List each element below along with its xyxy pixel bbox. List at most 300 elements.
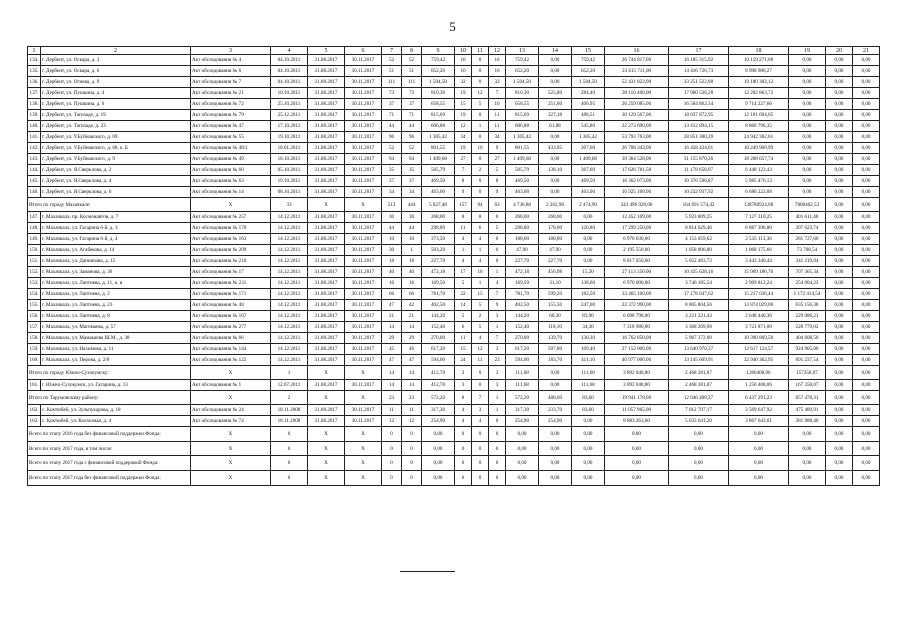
table-cell: 24 [455, 355, 472, 366]
table-cell: 4 [472, 416, 489, 427]
table-row [28, 311, 880, 322]
table-cell: 594,00 [422, 355, 455, 366]
table-cell: 31.08.2017 [308, 267, 345, 278]
table-cell: 0 [455, 456, 472, 471]
table-cell: 0 [271, 442, 308, 456]
table-cell: 0,00 [826, 405, 853, 416]
table-cell: 31.08.2017 [308, 132, 345, 143]
table-cell: 572,20 [506, 391, 539, 405]
table-cell: 247,00 [572, 300, 605, 311]
table-cell: 0 [489, 245, 506, 256]
table-cell: 31.08.2017 [308, 245, 345, 256]
subtotal-label: Всего по этапу 2016 года без финансовой поддержки Фонда: [28, 427, 191, 442]
table-cell: 30 [382, 245, 402, 256]
table-cell: 19 [455, 143, 472, 154]
table-row [28, 322, 880, 333]
table-cell: 268,00 [422, 212, 455, 223]
table-cell: 254 004,23 [789, 278, 826, 289]
table-row [28, 344, 880, 355]
table-cell: X [308, 391, 345, 405]
table-cell: 10 [489, 99, 506, 110]
table-cell: 4 [472, 333, 489, 344]
table-cell: 5 [489, 165, 506, 176]
table-cell: 0,00 [853, 355, 880, 366]
table-cell: 30.11.2017 [345, 212, 382, 223]
table-cell: 0,00 [729, 471, 789, 486]
table-cell: 1 [472, 278, 489, 289]
address-cell: г. Махачкала, ул. Заманова, д. 36 [41, 267, 191, 278]
table-cell: 149. [28, 234, 41, 245]
document-cell: Акт обследования № 48 [191, 300, 271, 311]
column-number: 16 [605, 47, 669, 55]
table-cell: 0,00 [826, 99, 853, 110]
column-number: 6 [345, 47, 382, 55]
table-cell: 04.10.2011 [271, 77, 308, 88]
table-cell: 1 [489, 267, 506, 278]
table-cell: 19 941 178,00 [605, 391, 669, 405]
table-cell: 30.11.2017 [345, 311, 382, 322]
table-cell: 05.10.2011 [271, 165, 308, 176]
table-cell: 35 [382, 165, 402, 176]
table-cell: 31.08.2017 [308, 289, 345, 300]
table-cell: 163. [28, 416, 41, 427]
table-cell: 11 178 658,07 [669, 165, 729, 176]
document-cell: Акт обследования № 72 [191, 99, 271, 110]
table-cell: 1 409,68 [422, 154, 455, 165]
table-cell: 1 409,68 [572, 154, 605, 165]
table-cell: 0,00 [826, 66, 853, 77]
table-cell: 1 305,42 [422, 132, 455, 143]
table-cell: 83,90 [572, 311, 605, 322]
document-cell: Акт обследования № 60 [191, 165, 271, 176]
subtotal-row [28, 427, 880, 442]
table-row [28, 187, 880, 198]
table-cell: 73 [382, 88, 402, 99]
table-cell: 0,00 [826, 187, 853, 198]
table-cell: 0 [271, 456, 308, 471]
table-cell: 144,20 [506, 311, 539, 322]
table-cell: 30.11.2017 [345, 223, 382, 234]
table-cell: 34 [489, 132, 506, 143]
table-cell: 0,00 [826, 212, 853, 223]
table-cell: 0,00 [853, 121, 880, 132]
table-cell: 0 [489, 212, 506, 223]
table-cell: 0,00 [853, 366, 880, 380]
table-cell: 1 504,50 [506, 77, 539, 88]
table-cell: 14.12.2011 [271, 245, 308, 256]
table-cell: 1 [489, 322, 506, 333]
table-cell: 0,00 [826, 256, 853, 267]
table-cell: 10 [472, 143, 489, 154]
table-cell: 147. [28, 212, 41, 223]
table-cell: 30.11.2017 [345, 267, 382, 278]
address-cell: г. Махачкала, ул. Лаптиева, д. 2 [41, 289, 191, 300]
table-cell: 18 208 657,74 [729, 154, 789, 165]
column-number: 21 [853, 47, 880, 55]
table-cell: 4 [455, 234, 472, 245]
table-cell: 0 [489, 456, 506, 471]
table-cell: 0,00 [826, 311, 853, 322]
table-cell: 31,10 [539, 278, 572, 289]
table-cell: 0,00 [826, 366, 853, 380]
table-cell: 130,30 [572, 333, 605, 344]
subtotal-row [28, 366, 880, 380]
table-cell: 04.10.2011 [271, 66, 308, 77]
table-cell: 30.11.2017 [345, 289, 382, 300]
table-cell: 0,00 [539, 456, 572, 471]
column-number: 2 [41, 47, 191, 55]
table-cell: 0,00 [605, 456, 669, 471]
table-cell: 412,70 [422, 366, 455, 380]
table-cell: 39 364 528,00 [605, 154, 669, 165]
table-cell: X [308, 427, 345, 442]
table-cell: 18.01.2011 [271, 143, 308, 154]
table-cell: 12 [455, 121, 472, 132]
table-row [28, 234, 880, 245]
table-cell: 367,60 [572, 143, 605, 154]
table-cell: 157358,07 [789, 366, 826, 380]
address-cell: г. Дербент, ул. Я.Сверклова, д. 4 [41, 176, 191, 187]
table-cell: 14 [382, 322, 402, 333]
table-cell: 0,00 [539, 176, 572, 187]
table-cell: 21 [402, 311, 422, 322]
table-cell: 14.12.2011 [271, 278, 308, 289]
document-cell: Акт обследования № 209 [191, 245, 271, 256]
table-cell: 8 805 804,56 [669, 300, 729, 311]
table-cell: 30.11.2017 [345, 234, 382, 245]
table-cell: X [191, 456, 271, 471]
table-cell: 635 156,38 [789, 300, 826, 311]
table-cell: 4 736,88 [506, 198, 539, 212]
table-cell: 140. [28, 121, 41, 132]
table-cell: 507,80 [539, 344, 572, 355]
table-cell: 2 [271, 391, 308, 405]
table-cell: 0,00 [789, 456, 826, 471]
table-cell: 12 [402, 416, 422, 427]
table-cell: 146. [28, 187, 41, 198]
table-cell: 27 [489, 154, 506, 165]
table-cell: 19 [455, 110, 472, 121]
table-cell: 1 305,42 [572, 132, 605, 143]
table-cell: 8 [472, 212, 489, 223]
table-cell: 525,80 [539, 88, 572, 99]
table-cell: 16 [472, 267, 489, 278]
table-cell: 469,50 [506, 176, 539, 187]
table-cell: 0,00 [789, 88, 826, 99]
table-cell: 141. [28, 132, 41, 143]
table-cell: 1 068 175,66 [729, 245, 789, 256]
table-cell: 14 416 726,73 [669, 66, 729, 77]
table-cell: 268,00 [506, 212, 539, 223]
table-cell: 0,00 [789, 110, 826, 121]
table-cell: 1 [271, 366, 308, 380]
table-cell: 17 178 647,62 [669, 289, 729, 300]
table-cell: 4 153 059,62 [669, 234, 729, 245]
table-cell: 0,00 [539, 187, 572, 198]
table-cell: 0 [472, 55, 489, 66]
table-cell: 30.11.2017 [345, 77, 382, 88]
table-cell: 1 305,42 [506, 132, 539, 143]
table-cell: 148. [28, 223, 41, 234]
table-cell: 1 058 806,80 [669, 245, 729, 256]
table-cell: 138. [28, 99, 41, 110]
table-cell: 0 [489, 256, 506, 267]
subtotal-label: Всего по этапу 2017 года с финансовой поддержкой Фонда: [28, 456, 191, 471]
table-cell: 17 900 536,28 [669, 88, 729, 99]
table-row [28, 154, 880, 165]
table-cell: 34 [382, 187, 402, 198]
table-cell: 1 [455, 245, 472, 256]
table-cell: 0,00 [729, 442, 789, 456]
table-cell: X [191, 391, 271, 405]
table-cell: 404 608,50 [789, 333, 826, 344]
table-cell: 26 708 343,00 [605, 143, 669, 154]
table-cell: 1 256 408,06 [729, 380, 789, 391]
table-row [28, 165, 880, 176]
table-cell: 0 [271, 471, 308, 486]
table-cell: 0,00 [539, 77, 572, 88]
table-cell: 156. [28, 311, 41, 322]
table-cell: 30 [382, 212, 402, 223]
table-cell: 857 478,31 [789, 391, 826, 405]
table-cell: X [308, 198, 345, 212]
table-cell: 73 708,54 [789, 245, 826, 256]
table-cell: 14.12.2011 [271, 300, 308, 311]
table-cell: 22 372 990,00 [605, 300, 669, 311]
table-row [28, 278, 880, 289]
table-cell: 14 [402, 380, 422, 391]
table-cell: X [345, 366, 382, 380]
table-cell: 617,20 [506, 344, 539, 355]
table-cell: 463,00 [422, 187, 455, 198]
subtotal-label: Итого по Тарумовскому району: [28, 391, 191, 405]
table-cell: 0 [402, 427, 422, 442]
table-cell: 31.08.2017 [308, 110, 345, 121]
address-cell: г. Махачкала, ул. Лаптиева, д. 11, к. в [41, 278, 191, 289]
table-cell: X [191, 442, 271, 456]
table-cell: 29 [402, 333, 422, 344]
table-cell: 12 101 694,05 [729, 110, 789, 121]
page-number: 5 [449, 19, 456, 34]
table-cell: 1266408,06 [729, 366, 789, 380]
table-cell: 8 [455, 176, 472, 187]
table-cell: 136. [28, 77, 41, 88]
table-cell: 10.10.2011 [271, 88, 308, 99]
table-cell: 5 [472, 322, 489, 333]
table-cell: 138780924,08 [729, 198, 789, 212]
table-cell: 3 368 269,98 [669, 322, 729, 333]
table-cell: 31.08.2017 [308, 154, 345, 165]
table-cell: 7 [455, 165, 472, 176]
table-cell: 254,90 [422, 416, 455, 427]
table-cell: 0,00 [789, 132, 826, 143]
table-cell: 0 [472, 366, 489, 380]
table-cell: 150. [28, 245, 41, 256]
table-cell: 14 [382, 380, 402, 391]
table-cell: 22 273 690,00 [605, 121, 669, 132]
table-cell: 30.11.2017 [345, 132, 382, 143]
table-cell: 6 [455, 322, 472, 333]
table-cell: 0,00 [826, 88, 853, 99]
table-cell: X [345, 198, 382, 212]
table-cell: 30.11.2017 [345, 344, 382, 355]
table-cell: 14.12.2011 [271, 267, 308, 278]
table-cell: 1 409,68 [506, 154, 539, 165]
table-cell: 0 [472, 471, 489, 486]
table-cell: 0,00 [572, 416, 605, 427]
table-cell: X [308, 456, 345, 471]
table-cell: 0,00 [853, 77, 880, 88]
table-cell: 27 113 350,00 [605, 267, 669, 278]
table-cell: 14.12.2011 [271, 344, 308, 355]
table-cell: 5 033 641,20 [669, 416, 729, 427]
document-cell: Акт обследования № 47 [191, 121, 271, 132]
table-cell: 0,00 [826, 278, 853, 289]
table-cell: 5 [472, 99, 489, 110]
table-cell: 31.08.2017 [308, 55, 345, 66]
document-cell: Акт обследования № 21 [191, 88, 271, 99]
table-cell: 0,00 [853, 278, 880, 289]
table-cell: 0,00 [853, 322, 880, 333]
address-cell: г. Дербент, ул. Тагизаде, д. 19 [41, 110, 191, 121]
table-cell: 61,08 [539, 121, 572, 132]
table-cell: 1 [472, 121, 489, 132]
table-cell: X [308, 471, 345, 486]
table-cell: 16 [489, 55, 506, 66]
table-cell: 16 185 315,92 [669, 55, 729, 66]
table-cell: 227,70 [506, 256, 539, 267]
table-cell: 652,20 [422, 66, 455, 77]
table-cell: 8 [455, 212, 472, 223]
table-cell: 5 052 483,72 [669, 256, 729, 267]
table-cell: 18 [382, 256, 402, 267]
table-cell: 30.11.2017 [345, 278, 382, 289]
table-cell: 3 892 048,80 [605, 380, 669, 391]
table-cell: 801,55 [506, 143, 539, 154]
table-cell: 4 [472, 234, 489, 245]
table-row [28, 212, 880, 223]
table-cell: 29 [382, 333, 402, 344]
document-cell: Акт обследования № 48/1 [191, 143, 271, 154]
table-cell: 19 180 302,12 [729, 77, 789, 88]
table-row [28, 300, 880, 311]
table-cell: 2 468 281,87 [669, 366, 729, 380]
column-number: 12 [489, 47, 506, 55]
table-cell: 0,00 [789, 99, 826, 110]
document-cell: Акт обследования № 6 [191, 66, 271, 77]
table-cell: 2 262,98 [539, 198, 572, 212]
table-row [28, 223, 880, 234]
table-cell: 1 [472, 245, 489, 256]
table-cell: 31.08.2017 [308, 223, 345, 234]
table-cell: 412,70 [422, 380, 455, 391]
table-cell: 0,00 [853, 165, 880, 176]
table-cell: 0,00 [539, 55, 572, 66]
table-cell: 0,00 [826, 333, 853, 344]
document-cell: Акт обследования № 24 [191, 405, 271, 416]
address-cell: г. Махачкала, ул. Нахимова, д. 11 [41, 344, 191, 355]
table-cell: 0,00 [572, 234, 605, 245]
table-cell: 183,70 [539, 355, 572, 366]
table-cell: 14 [382, 366, 402, 380]
table-cell: 0,00 [789, 471, 826, 486]
table-cell: 0,00 [853, 245, 880, 256]
table-cell: 37 [402, 176, 422, 187]
address-cell: г. Дербент, ул. Тагизаде, д. 23 [41, 121, 191, 132]
table-cell: 0,00 [853, 132, 880, 143]
table-cell: 1 504,50 [422, 77, 455, 88]
table-cell: 3 569 647,92 [729, 405, 789, 416]
table-cell: 188,00 [506, 234, 539, 245]
table-cell: 18.11.2008 [271, 405, 308, 416]
table-cell: 456,98 [539, 267, 572, 278]
table-cell: 31.08.2017 [308, 380, 345, 391]
table-cell: 31 155 870,26 [669, 154, 729, 165]
table-cell: 0,00 [826, 132, 853, 143]
table-cell: 0,00 [572, 471, 605, 486]
table-cell: 35 [402, 165, 422, 176]
table-cell: 16 458 434,01 [669, 143, 729, 154]
table-cell: 444 [402, 198, 422, 212]
table-cell: 12 452 109,00 [605, 212, 669, 223]
table-cell: 270,00 [422, 333, 455, 344]
address-cell: г. Махачкала, ул. Гагарина 6-й, д. 3 [41, 223, 191, 234]
table-cell: 6 [472, 223, 489, 234]
table-cell: 14.12.2011 [271, 333, 308, 344]
address-cell: г. Южно-Сухокумск, ул. Гагарина, д. 13 [41, 380, 191, 391]
table-cell: 233,70 [539, 405, 572, 416]
table-cell: 15 217 036,44 [729, 289, 789, 300]
table-cell: 7 012 707,17 [669, 405, 729, 416]
table-cell: 0,00 [539, 380, 572, 391]
table-cell: 12 617 124,57 [729, 344, 789, 355]
table-cell: 0,00 [826, 456, 853, 471]
table-cell: 0 [455, 471, 472, 486]
table-row [28, 245, 880, 256]
table-cell: 801,55 [422, 143, 455, 154]
table-cell: 0,00 [539, 154, 572, 165]
table-cell: 433,95 [539, 143, 572, 154]
table-cell: 37 [402, 99, 422, 110]
table-cell: 52 431 822,00 [605, 77, 669, 88]
column-number: 14 [539, 47, 572, 55]
housing-table [27, 46, 880, 486]
table-cell: 31.08.2017 [308, 99, 345, 110]
table-cell: 31.08.2017 [308, 176, 345, 187]
table-cell: 0,00 [826, 143, 853, 154]
table-cell: 139. [28, 110, 41, 121]
table-row [28, 380, 880, 391]
table-cell: 8 883 263,00 [605, 416, 669, 427]
table-cell: 0,00 [826, 391, 853, 405]
table-cell: 16 [402, 278, 422, 289]
table-cell: 3 [472, 405, 489, 416]
table-cell: 94 [382, 154, 402, 165]
table-cell: 0,00 [853, 187, 880, 198]
table-cell: 30.11.2017 [345, 187, 382, 198]
table-cell: 1 [402, 245, 422, 256]
table-cell: 14.12.2011 [271, 256, 308, 267]
table-cell: 27 152 000,00 [605, 344, 669, 355]
table-cell: 0 [472, 132, 489, 143]
column-number: 1 [28, 47, 41, 55]
table-cell: 0 [472, 456, 489, 471]
table-cell: 40 [402, 267, 422, 278]
table-cell: 19 [455, 88, 472, 99]
document-cell: Акт обследования № 63 [191, 176, 271, 187]
subtotal-label: Всего по этапу 2017 года без финансовой поддержки Фонда: [28, 471, 191, 486]
table-cell: 9 [455, 187, 472, 198]
